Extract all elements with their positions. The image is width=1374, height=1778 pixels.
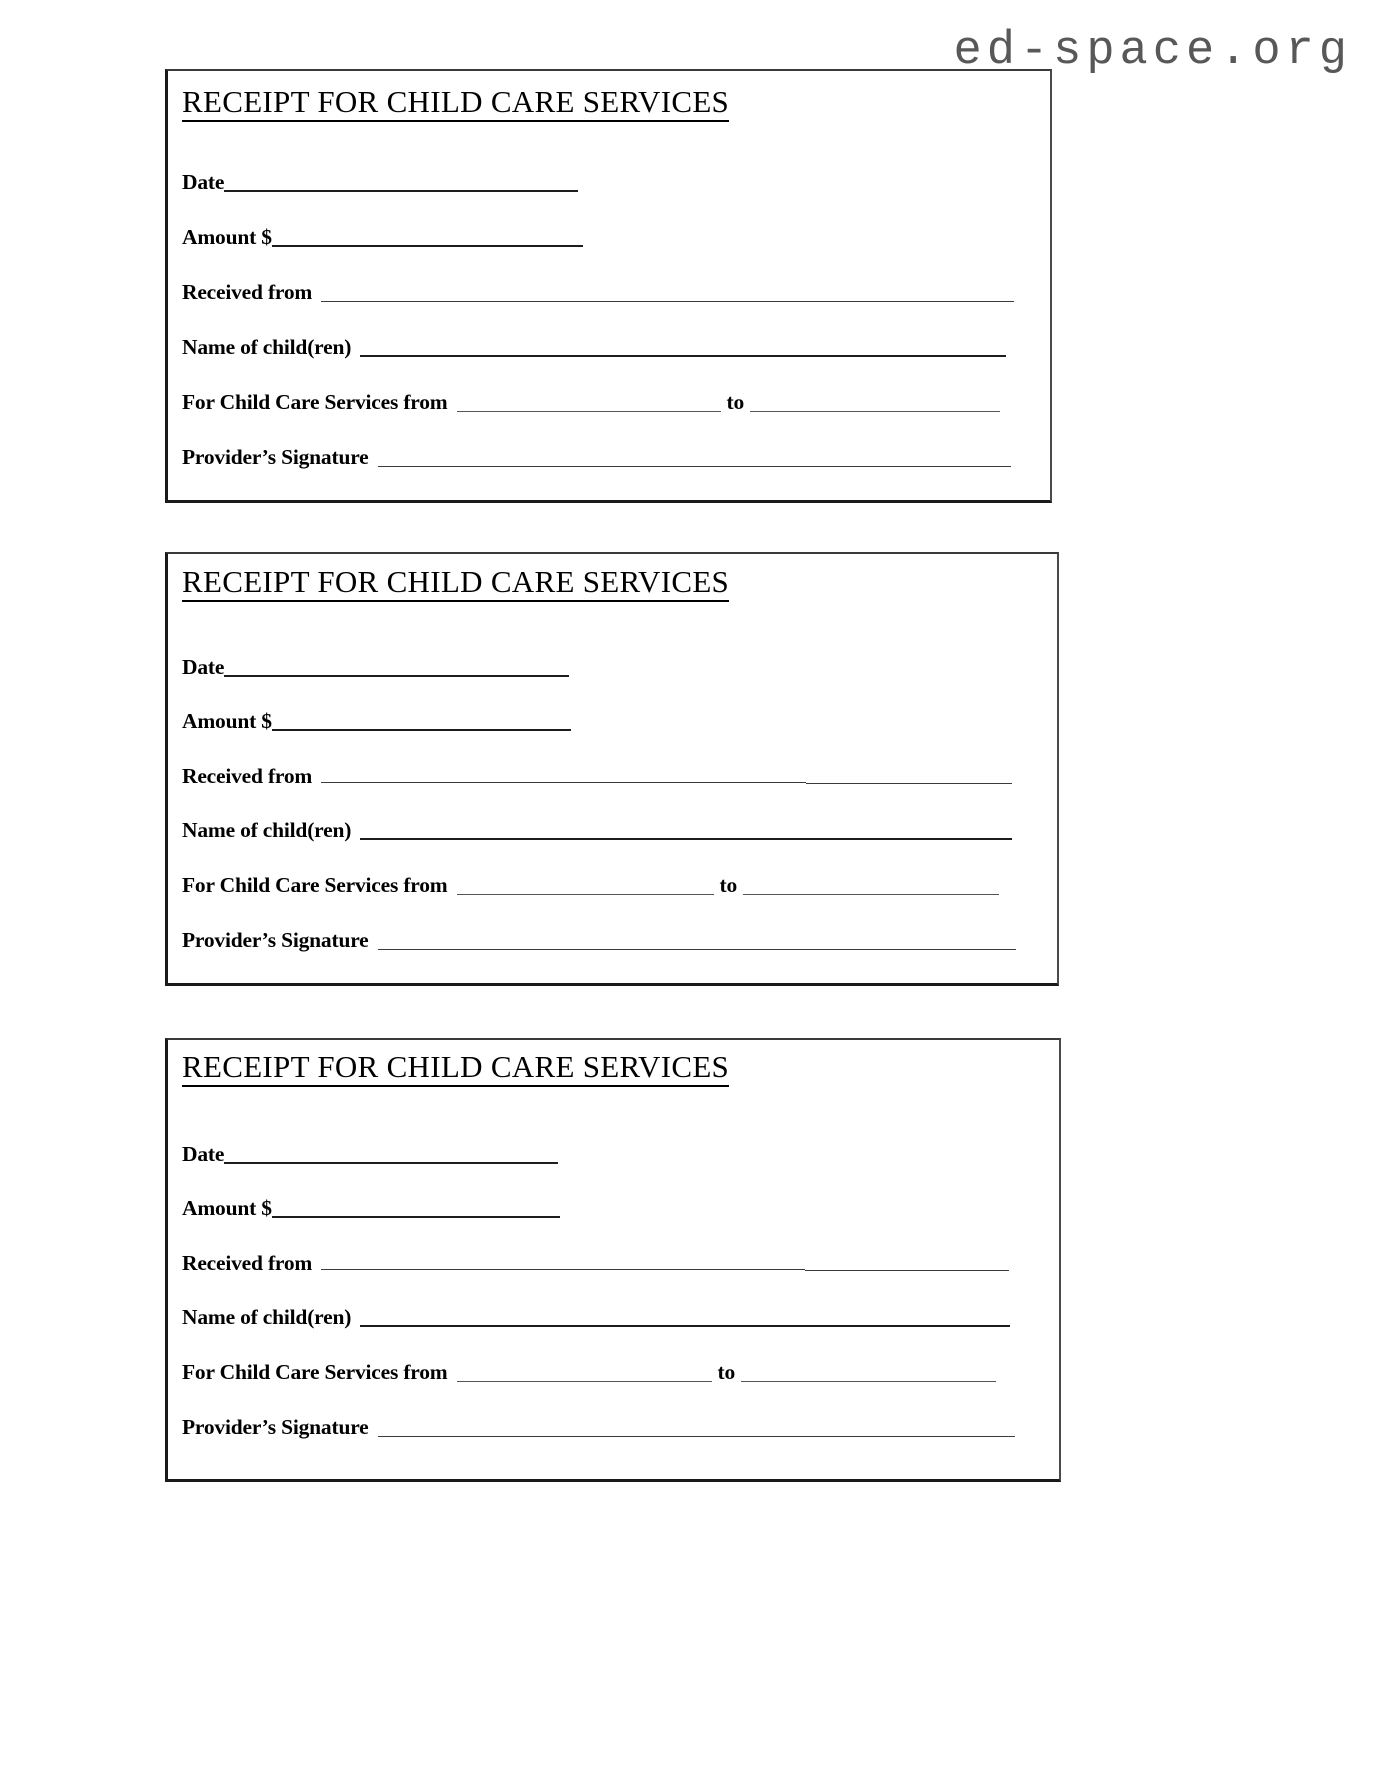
field-row-amount — [182, 711, 571, 733]
name-of-children-label: Name of child(ren) — [182, 1305, 352, 1329]
receipt-block-1 — [165, 69, 1052, 503]
received-from-label: Received from — [182, 280, 313, 304]
services-from-input-rule[interactable] — [457, 1366, 712, 1382]
field-row-provider-signature — [182, 1417, 1015, 1439]
rule-segment — [805, 1256, 1009, 1271]
amount-label: Amount $ — [182, 709, 272, 733]
field-row-services-period — [182, 392, 1000, 414]
receipt-title — [182, 566, 729, 602]
services-from-input-rule[interactable] — [457, 396, 721, 412]
provider-signature-input-rule[interactable] — [378, 451, 1011, 467]
provider-signature-label: Provider’s Signature — [182, 445, 369, 469]
received-from-input-rule[interactable] — [321, 1253, 1009, 1268]
services-from-label: For Child Care Services from — [182, 390, 448, 414]
field-row-services-period — [182, 1362, 996, 1384]
amount-label: Amount $ — [182, 1196, 272, 1220]
name-of-children-input-rule[interactable] — [360, 1310, 1010, 1327]
field-row-name-of-children — [182, 337, 1006, 359]
name-of-children-input-rule[interactable] — [360, 340, 1006, 357]
services-to-input-rule[interactable] — [743, 879, 999, 895]
provider-signature-label: Provider’s Signature — [182, 1415, 369, 1439]
date-label: Date — [182, 170, 225, 194]
rule-segment — [321, 1254, 805, 1270]
date-input-rule[interactable] — [224, 660, 569, 677]
received-from-input-rule[interactable] — [321, 766, 1012, 781]
received-from-label: Received from — [182, 1251, 313, 1275]
received-from-input-rule[interactable] — [321, 286, 1014, 302]
services-from-label: For Child Care Services from — [182, 873, 448, 897]
services-from-label: For Child Care Services from — [182, 1360, 448, 1384]
provider-signature-label: Provider’s Signature — [182, 928, 369, 952]
amount-input-rule[interactable] — [272, 230, 583, 247]
date-input-rule[interactable] — [224, 1147, 558, 1164]
amount-input-rule[interactable] — [272, 1201, 560, 1218]
receipt-block-2 — [165, 552, 1059, 986]
field-row-date — [182, 657, 569, 679]
receipt-title — [182, 86, 729, 122]
receipt-title-text: RECEIPT FOR CHILD CARE SERVICES — [182, 1051, 729, 1087]
name-of-children-input-rule[interactable] — [360, 823, 1012, 840]
date-input-rule[interactable] — [224, 175, 578, 192]
field-row-received-from — [182, 1253, 1009, 1275]
field-row-date — [182, 1144, 558, 1166]
to-label: to — [719, 873, 738, 897]
to-label: to — [717, 1360, 736, 1384]
site-watermark: ed-space.org — [953, 25, 1352, 78]
field-row-name-of-children — [182, 1307, 1010, 1329]
amount-input-rule[interactable] — [272, 714, 571, 731]
services-to-input-rule[interactable] — [741, 1366, 996, 1382]
date-label: Date — [182, 655, 225, 679]
amount-label: Amount $ — [182, 225, 272, 249]
receipt-title-text: RECEIPT FOR CHILD CARE SERVICES — [182, 566, 729, 602]
field-row-amount — [182, 1198, 560, 1220]
field-row-services-period — [182, 875, 999, 897]
receipt-title — [182, 1051, 729, 1087]
field-row-amount — [182, 227, 583, 249]
field-row-date — [182, 172, 578, 194]
services-to-input-rule[interactable] — [750, 396, 1000, 412]
field-row-provider-signature — [182, 447, 1011, 469]
provider-signature-input-rule[interactable] — [378, 934, 1016, 950]
field-row-name-of-children — [182, 820, 1012, 842]
name-of-children-label: Name of child(ren) — [182, 335, 352, 359]
rule-segment — [806, 769, 1012, 784]
field-row-received-from — [182, 282, 1014, 304]
rule-segment — [321, 767, 806, 783]
field-row-provider-signature — [182, 930, 1016, 952]
provider-signature-input-rule[interactable] — [378, 1421, 1015, 1437]
receipt-block-3 — [165, 1038, 1061, 1482]
date-label: Date — [182, 1142, 225, 1166]
to-label: to — [726, 390, 745, 414]
receipt-title-text: RECEIPT FOR CHILD CARE SERVICES — [182, 86, 729, 122]
received-from-label: Received from — [182, 764, 313, 788]
field-row-received-from — [182, 766, 1012, 788]
name-of-children-label: Name of child(ren) — [182, 818, 352, 842]
services-from-input-rule[interactable] — [457, 879, 714, 895]
